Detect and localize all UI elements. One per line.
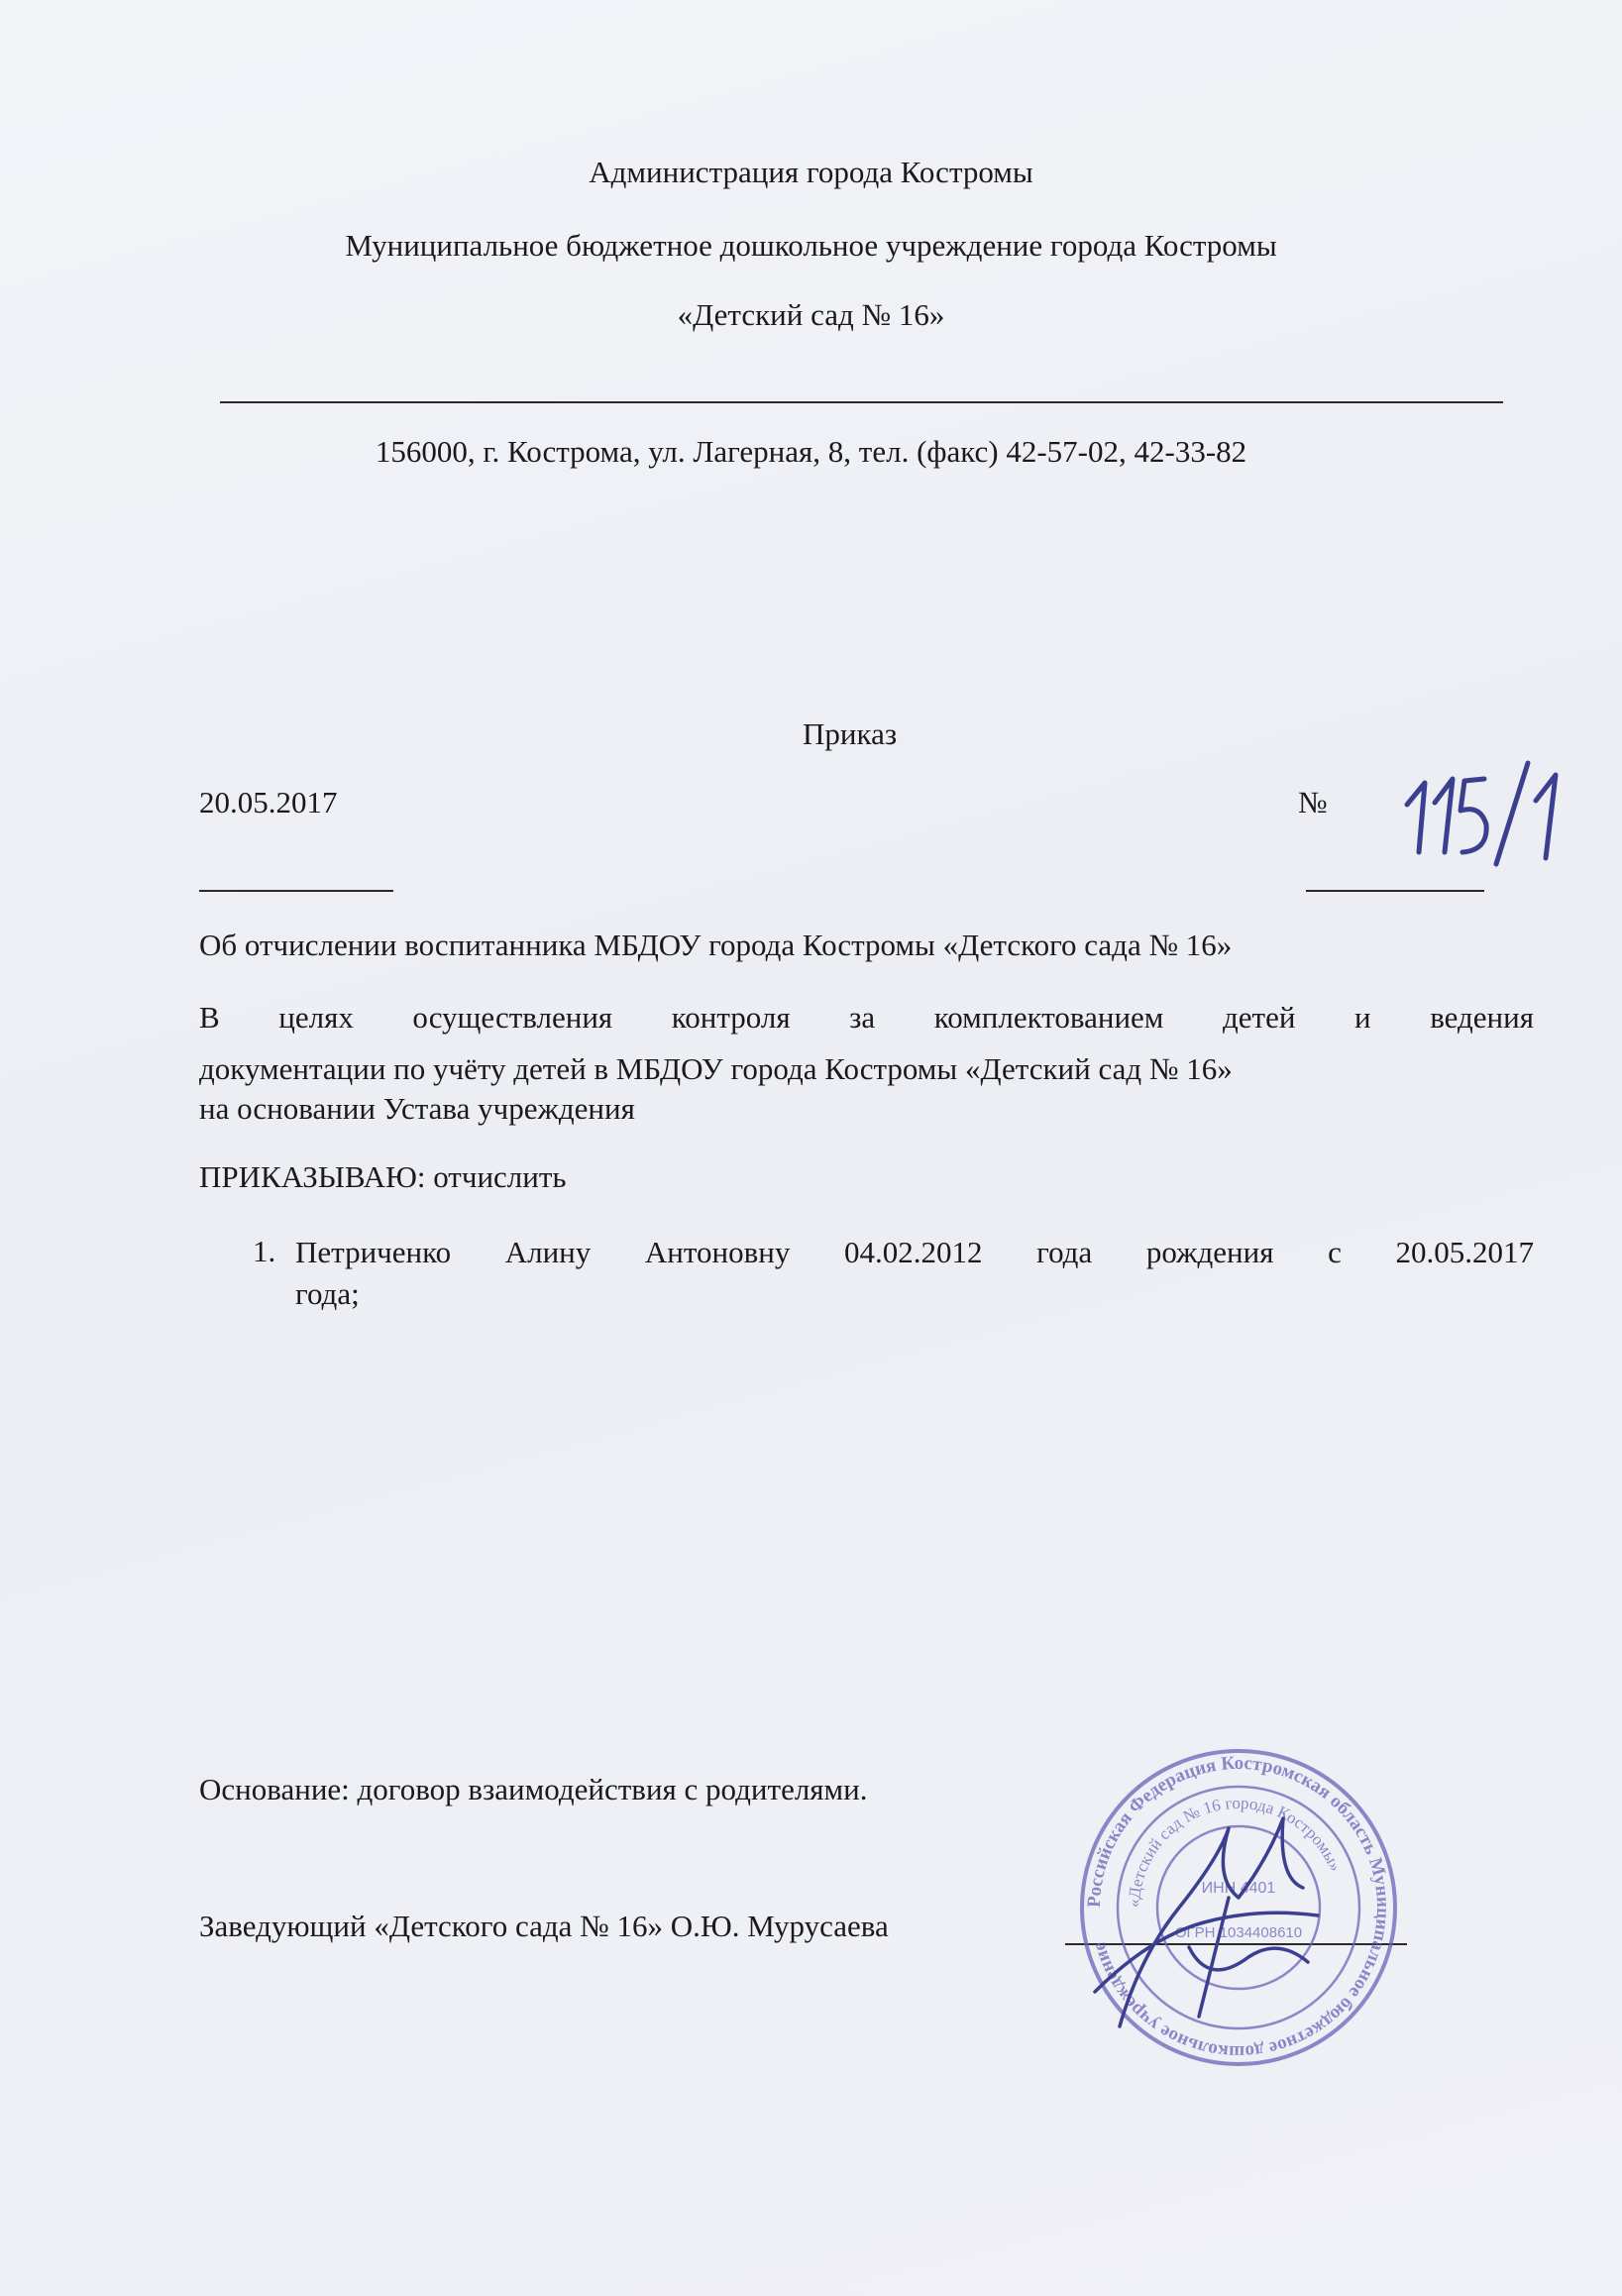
order-subject: Об отчислении воспитанника МБДОУ города Костромы «Детского сада № 16»	[199, 928, 1233, 962]
order-title: Приказ	[803, 716, 898, 751]
basis-line: Основание: договор взаимодействия с родителями.	[199, 1772, 868, 1806]
preamble-line-2: документации по учёту детей в МБДОУ города Костромы «Детский сад № 16»	[199, 1051, 1233, 1086]
signatory-line: Заведующий «Детского сада № 16» О.Ю. Мурусаева	[199, 1909, 889, 1943]
order-command: ПРИКАЗЫВАЮ: отчислить	[199, 1159, 567, 1194]
stamp-inner-text: «Детский сад № 16 города Костромы»	[1124, 1793, 1346, 1909]
institution-title: Муниципальное бюджетное дошкольное учреждение города Костромы	[345, 228, 1277, 263]
date-underline	[199, 890, 393, 892]
preamble-line-1: В целях осуществления контроля за комплектованием детей и ведения	[199, 1000, 1534, 1035]
order-date: 20.05.2017	[199, 785, 338, 820]
number-underline	[1306, 890, 1484, 892]
preamble-line-3: на основании Устава учреждения	[199, 1091, 635, 1126]
list-item-number: 1.	[253, 1234, 276, 1268]
order-number-sign: №	[1298, 785, 1328, 820]
list-item-line-1: Петриченко Алину Антоновну 04.02.2012 года рождения с 20.05.2017	[295, 1235, 1534, 1269]
stamp-outer-text: Российская Федерация Костромская область Муниципальное бюджетное дошкольное учреждение	[1083, 1752, 1394, 2063]
list-item-line-2: года;	[295, 1276, 360, 1311]
stamp-inn: ИНН 4401	[1201, 1880, 1276, 1897]
handwritten-order-number	[1397, 755, 1570, 874]
stamp-ogrn: ОГРН 1034408610	[1174, 1924, 1303, 1941]
kindergarten-title: «Детский сад № 16»	[677, 297, 945, 332]
administration-title: Администрация города Костромы	[589, 155, 1033, 189]
handwritten-signature	[1080, 1789, 1377, 2046]
address-line: 156000, г. Кострома, ул. Лагерная, 8, тел. (факс) 42-57-02, 42-33-82	[375, 434, 1247, 469]
header-divider	[220, 401, 1503, 403]
